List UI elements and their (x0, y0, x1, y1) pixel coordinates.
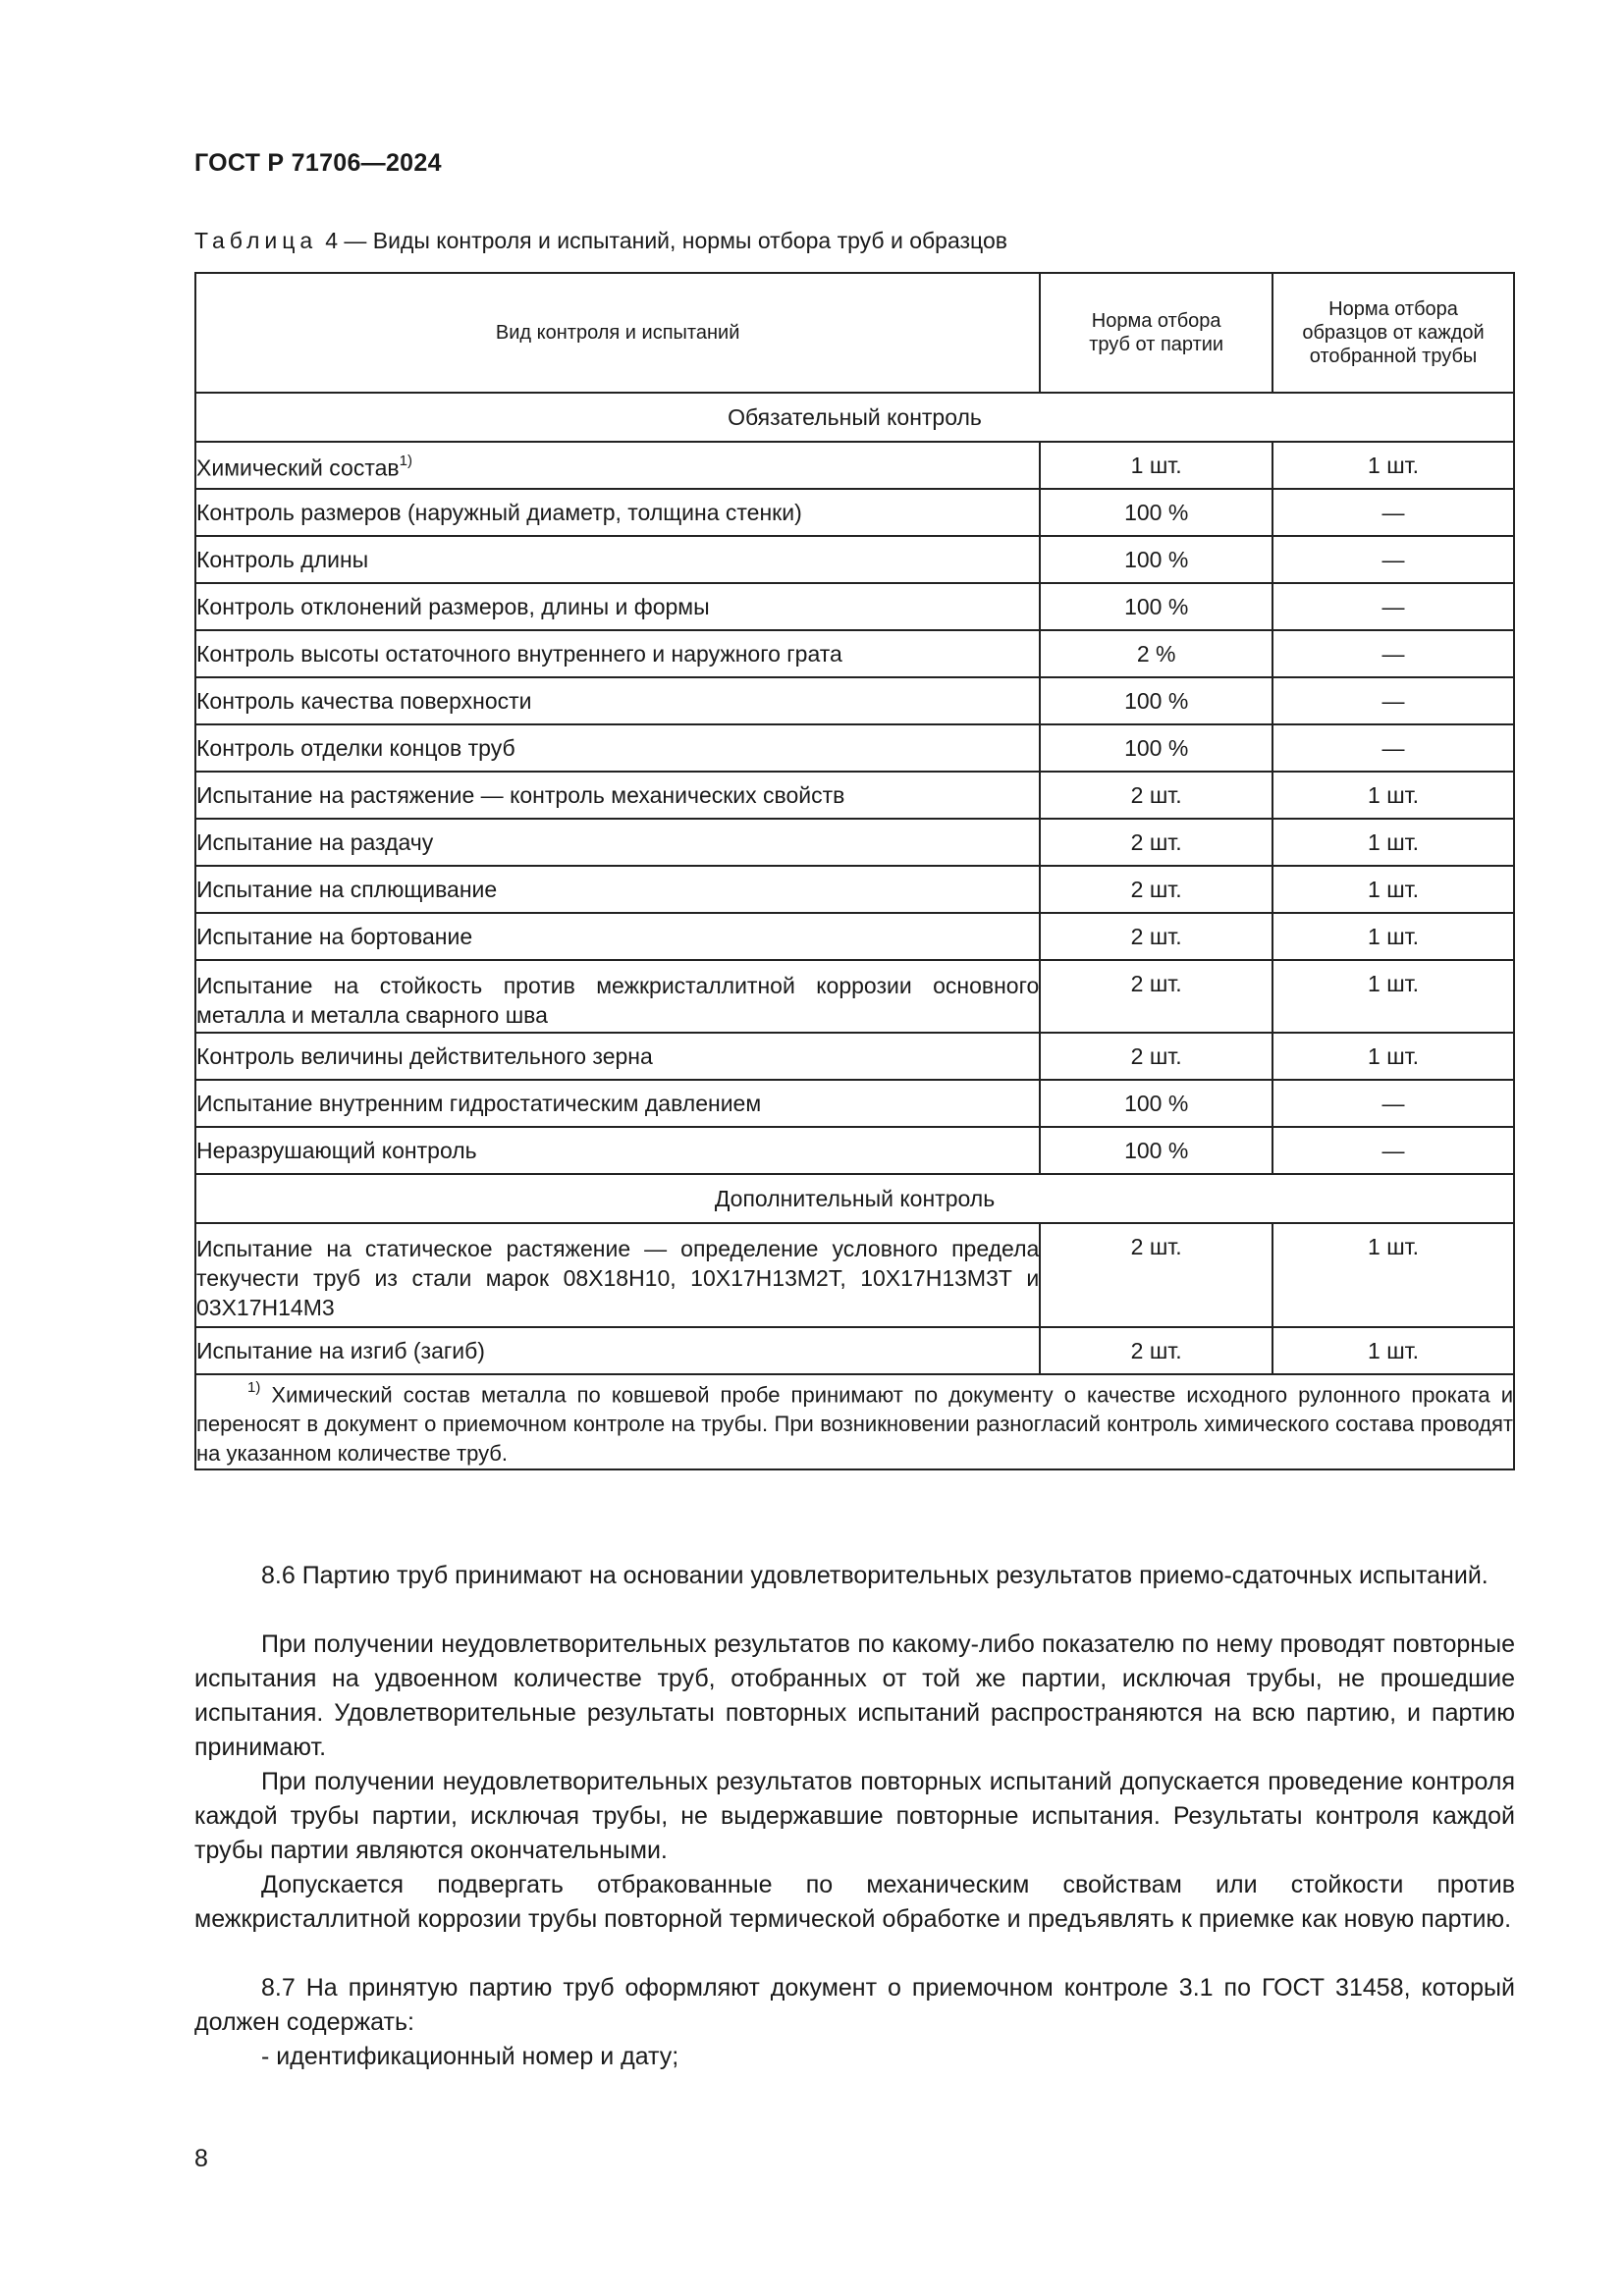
section-row-mandatory (195, 393, 1514, 442)
row-samples: — (1272, 630, 1514, 677)
section-title-additional: Дополнительный контроль (195, 1174, 1514, 1223)
paragraph-8-6: 8.6 Партию труб принимают на основании удовлетворительных результатов приемо-сдаточных испытаний. (261, 1562, 1489, 1589)
table-caption-text: 4 — Виды контроля и испытаний, нормы отбора труб и образцов (325, 228, 1007, 253)
paragraph-individual-control: При получении неудовлетворительных результатов повторных испытаний допускается проведение контроля каждой трубы партии, исключая трубы, не выдержавшие повторные испытания. Результаты контроля каждой трубы партии являются окончательными. (194, 1768, 1515, 1864)
table-row (195, 630, 1514, 677)
row-pipes: 2 шт. (1040, 772, 1272, 819)
row-pipes: 2 шт. (1040, 819, 1272, 866)
table-row (195, 866, 1514, 913)
row-name: Контроль отделки концов труб (195, 724, 1040, 772)
section-title-mandatory: Обязательный контроль (195, 393, 1514, 442)
table-caption (194, 228, 1007, 254)
table-row (195, 536, 1514, 583)
row-samples: 1 шт. (1272, 913, 1514, 960)
inspection-table (194, 272, 1515, 1470)
footnote-row (195, 1374, 1514, 1469)
table-row (195, 1327, 1514, 1374)
row-samples: 1 шт. (1272, 1327, 1514, 1374)
row-pipes: 100 % (1040, 1080, 1272, 1127)
row-pipes: 100 % (1040, 536, 1272, 583)
column-header-samples (1272, 273, 1514, 393)
row-samples: — (1272, 724, 1514, 772)
row-pipes: 100 % (1040, 724, 1272, 772)
table-row (195, 1080, 1514, 1127)
row-samples: — (1272, 677, 1514, 724)
row-name: Испытание на раздачу (195, 819, 1040, 866)
row-samples: 1 шт. (1272, 866, 1514, 913)
row-name-text: Химический состав (196, 454, 400, 481)
document-header: ГОСТ Р 71706—2024 (194, 149, 442, 177)
footnote-mark: 1) (399, 452, 412, 469)
row-name: Неразрушающий контроль (195, 1127, 1040, 1174)
table-row (195, 677, 1514, 724)
table-row (195, 772, 1514, 819)
column-header-samples-text: Норма отбора образцов от каждой отобранной трубы (1302, 298, 1485, 367)
paragraph-retest: При получении неудовлетворительных результатов по какому-либо показателю по нему проводят повторные испытания на удвоенном количестве труб, отобранных от той же партии, исключая трубы, не прошедшие испытания. Удовлетворительные результаты повторных испытаний распространяются на всю партию, и партию принимают. (194, 1630, 1515, 1761)
row-samples: 1 шт. (1272, 442, 1514, 489)
table-row (195, 489, 1514, 536)
row-name: Испытание на статическое растяжение — определение условного предела текучести труб из стали марок 08Х18Н10, 10Х17Н13М2Т, 10Х17Н13М3Т и 03Х17Н14М3 (195, 1223, 1040, 1327)
row-pipes: 2 % (1040, 630, 1272, 677)
column-header-type: Вид контроля и испытаний (195, 273, 1040, 393)
row-pipes: 2 шт. (1040, 913, 1272, 960)
row-samples: — (1272, 536, 1514, 583)
row-samples: 1 шт. (1272, 960, 1514, 1033)
row-name: Контроль величины действительного зерна (195, 1033, 1040, 1080)
row-pipes: 1 шт. (1040, 442, 1272, 489)
table-row (195, 1033, 1514, 1080)
row-pipes: 100 % (1040, 677, 1272, 724)
table-row (195, 960, 1514, 1033)
footnote-text: Химический состав металла по ковшевой пробе принимают по документу о качестве исходного рулонного проката и переносят в документ о приемочном контроле на трубы. При возникновении разногласий контроль химического состава проводят на указанном количестве труб. (196, 1382, 1513, 1467)
page-number: 8 (194, 2145, 208, 2172)
row-name: Испытание на сплющивание (195, 866, 1040, 913)
row-pipes: 2 шт. (1040, 1327, 1272, 1374)
row-name: Испытание на растяжение — контроль механических свойств (195, 772, 1040, 819)
row-name: Контроль качества поверхности (195, 677, 1040, 724)
row-pipes: 2 шт. (1040, 1033, 1272, 1080)
table-header-row (195, 273, 1514, 393)
table-row (195, 583, 1514, 630)
row-name: Контроль высоты остаточного внутреннего и наружного грата (195, 630, 1040, 677)
row-name: Испытание на стойкость против межкристаллитной коррозии основного металла и металла сварного шва (195, 960, 1040, 1033)
row-samples: 1 шт. (1272, 1033, 1514, 1080)
row-pipes: 100 % (1040, 583, 1272, 630)
row-pipes: 2 шт. (1040, 1223, 1272, 1327)
row-samples: 1 шт. (1272, 819, 1514, 866)
row-name: Испытание внутренним гидростатическим давлением (195, 1080, 1040, 1127)
table-row (195, 724, 1514, 772)
row-name: Контроль отклонений размеров, длины и формы (195, 583, 1040, 630)
list-item: - идентификационный номер и дату; (261, 2043, 679, 2070)
table-row (195, 819, 1514, 866)
row-samples: 1 шт. (1272, 1223, 1514, 1327)
column-header-pipes-text: Норма отбора труб от партии (1089, 310, 1224, 355)
row-samples: — (1272, 583, 1514, 630)
table-row (195, 1223, 1514, 1327)
row-samples: — (1272, 1127, 1514, 1174)
row-samples: — (1272, 1080, 1514, 1127)
section-row-additional (195, 1174, 1514, 1223)
column-header-pipes (1040, 273, 1272, 393)
row-pipes: 100 % (1040, 489, 1272, 536)
table-caption-label: Таблица (194, 228, 318, 253)
row-name: Контроль размеров (наружный диаметр, толщина стенки) (195, 489, 1040, 536)
paragraph-8-7: 8.7 На принятую партию труб оформляют документ о приемочном контроле 3.1 по ГОСТ 31458, который должен содержать: (194, 1974, 1515, 2036)
row-pipes: 2 шт. (1040, 960, 1272, 1033)
footnote-mark: 1) (247, 1379, 261, 1396)
row-name: Испытание на изгиб (загиб) (195, 1327, 1040, 1374)
paragraph-heat-treatment: Допускается подвергать отбракованные по механическим свойствам или стойкости против межкристаллитной коррозии трубы повторной термической обработке и предъявлять к приемке как новую партию. (194, 1871, 1515, 1933)
row-name (195, 442, 1040, 489)
table-row (195, 913, 1514, 960)
table-footnote (195, 1374, 1514, 1469)
row-samples: 1 шт. (1272, 772, 1514, 819)
row-pipes: 100 % (1040, 1127, 1272, 1174)
row-name: Испытание на бортование (195, 913, 1040, 960)
row-name: Контроль длины (195, 536, 1040, 583)
row-pipes: 2 шт. (1040, 866, 1272, 913)
row-samples: — (1272, 489, 1514, 536)
table-row (195, 442, 1514, 489)
table-row (195, 1127, 1514, 1174)
